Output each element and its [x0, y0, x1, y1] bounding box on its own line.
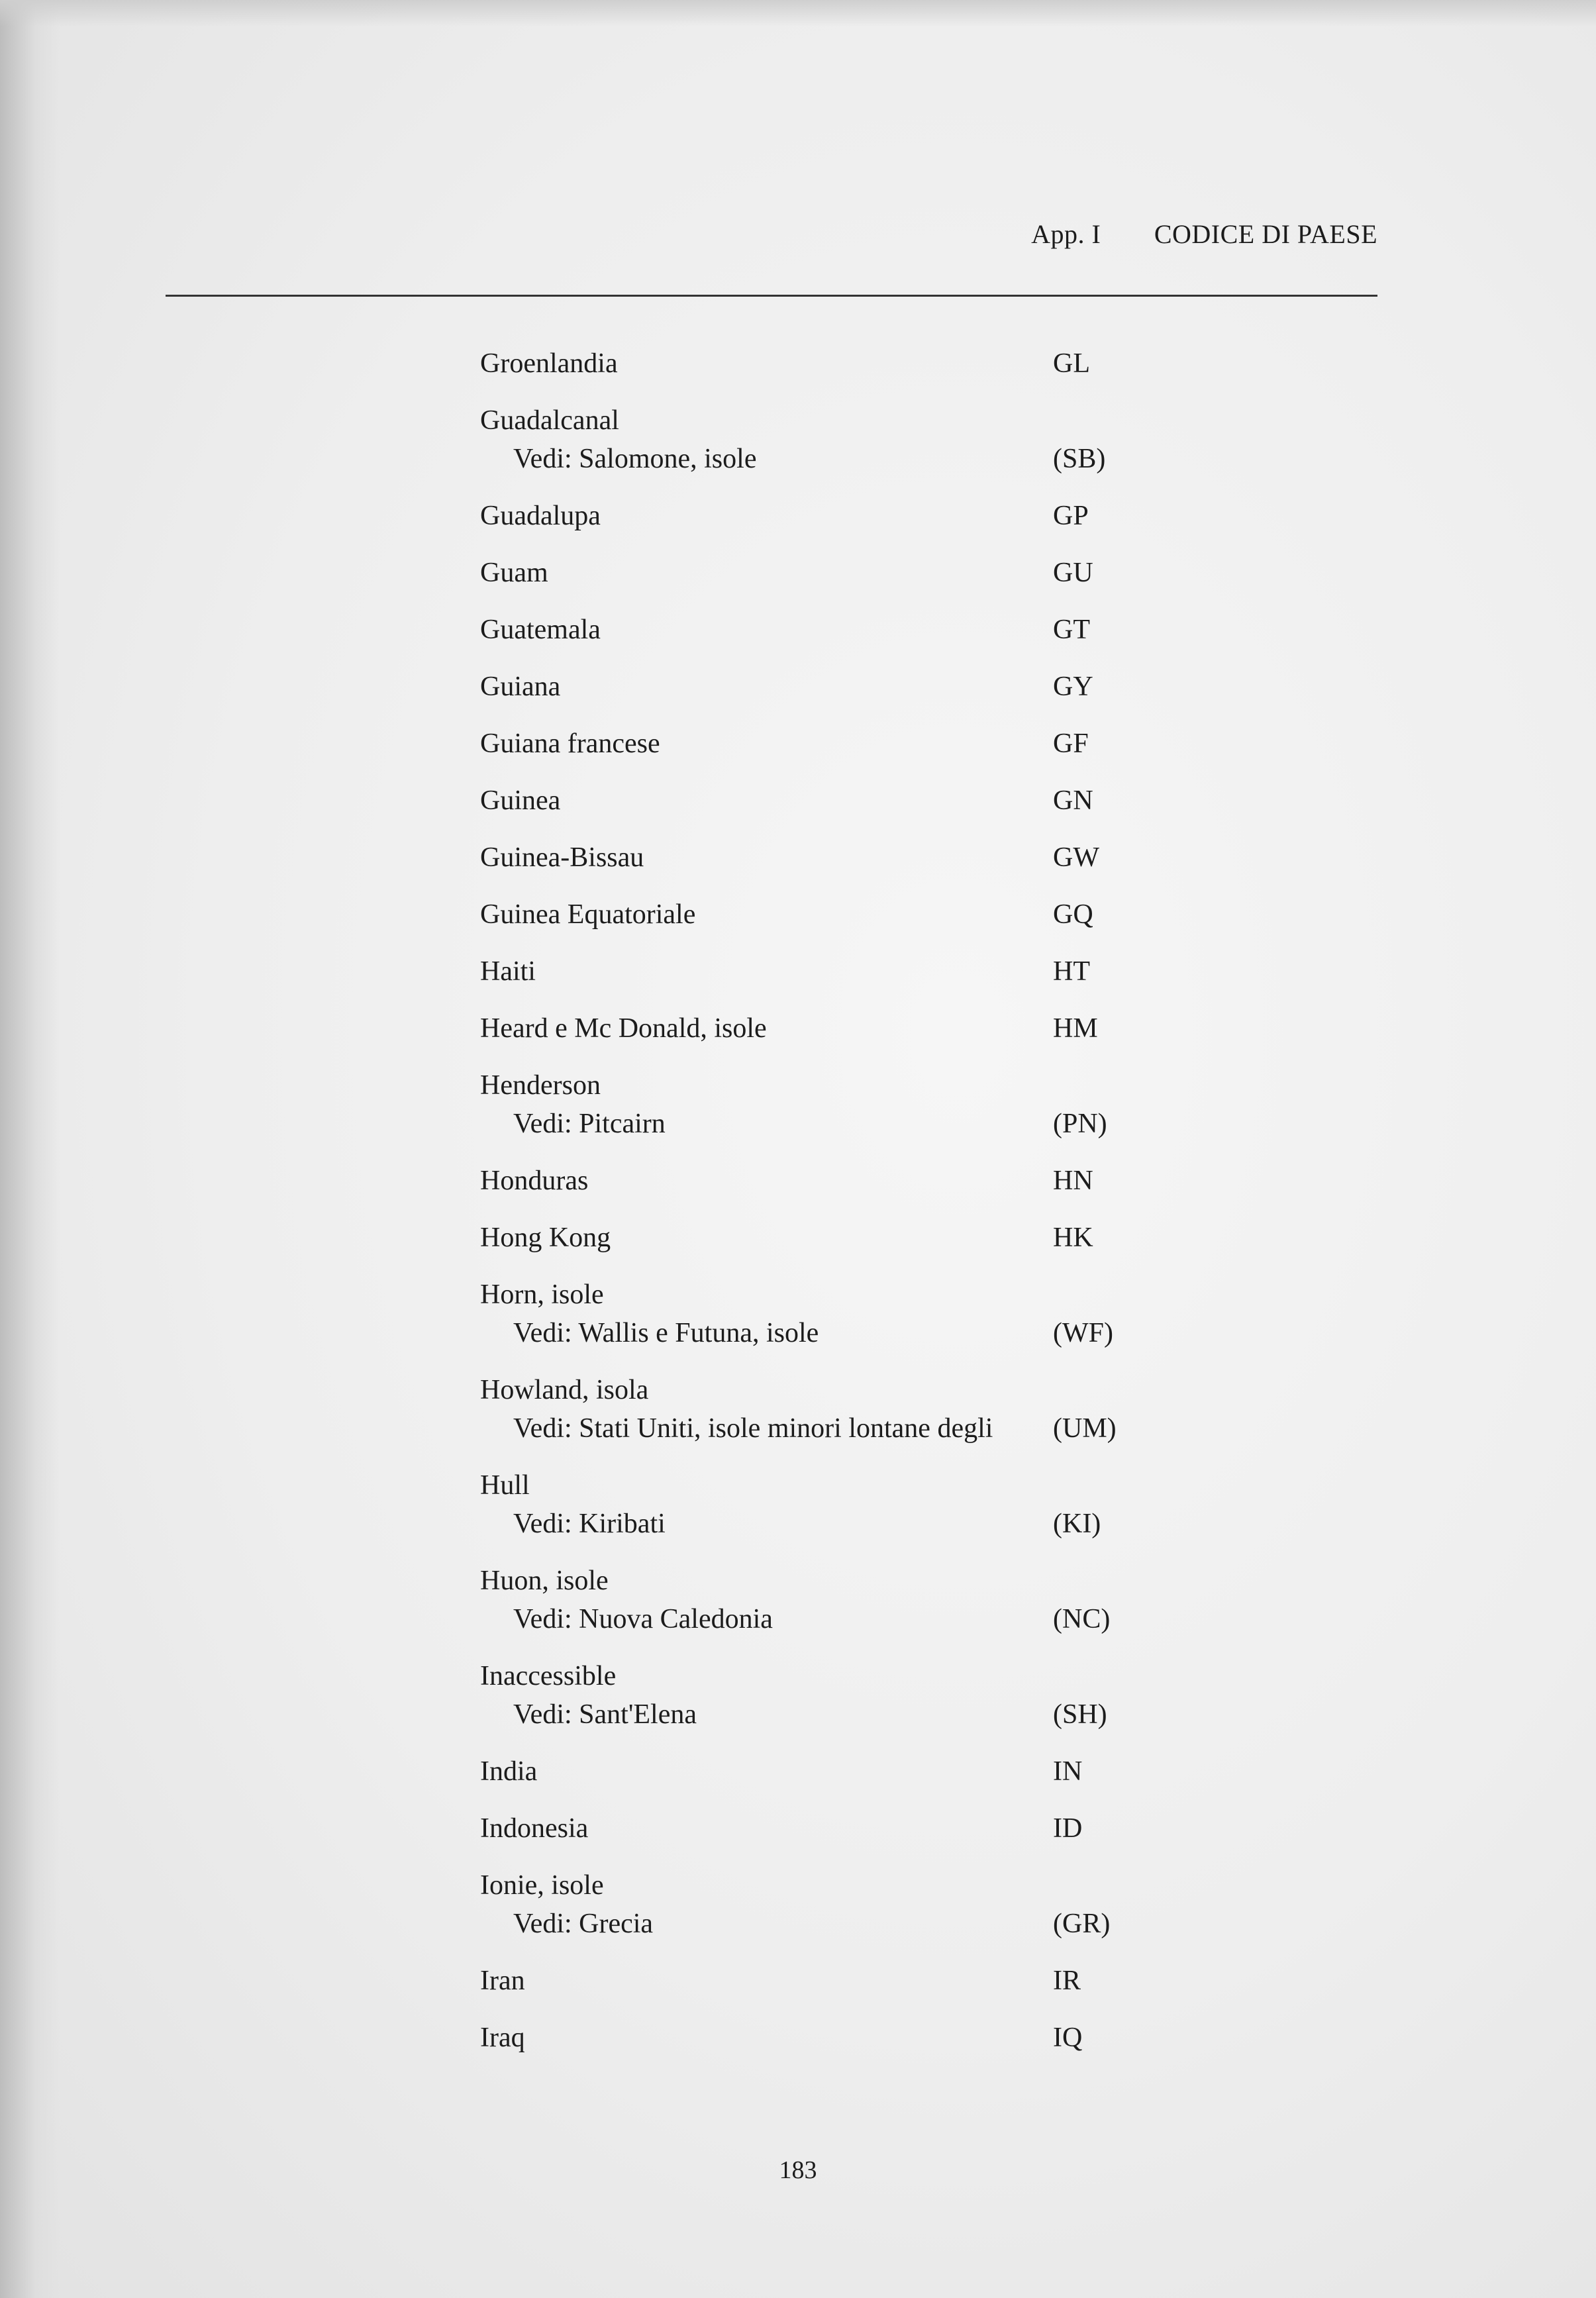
- entry-line: [480, 1162, 1142, 1200]
- country-code: GN: [1053, 785, 1093, 816]
- list-item: [480, 1009, 1142, 1048]
- country-code: GP: [1053, 501, 1089, 531]
- entry-line: [480, 1275, 1142, 1314]
- entry-line: [480, 838, 1142, 877]
- country-code: HT: [1053, 956, 1090, 987]
- entry-line: [480, 1219, 1142, 1257]
- country-name: Inaccessible: [480, 1661, 617, 1691]
- list-item: [480, 1962, 1142, 2000]
- country-code: ID: [1053, 1813, 1083, 1844]
- list-item: [480, 1066, 1142, 1143]
- see-reference-line: [480, 1905, 1142, 1943]
- country-name: Howland, isola: [480, 1375, 649, 1405]
- country-code: GY: [1053, 672, 1093, 702]
- list-item: [480, 497, 1142, 535]
- list-item: [480, 724, 1142, 763]
- country-name: Huon, isole: [480, 1566, 609, 1596]
- see-reference-line: [480, 1505, 1142, 1543]
- country-code: GW: [1053, 842, 1099, 873]
- entry-line: [480, 724, 1142, 763]
- country-code: (UM): [1053, 1413, 1117, 1444]
- country-code: (GR): [1053, 1909, 1111, 1939]
- country-name: Guinea-Bissau: [480, 842, 644, 873]
- entry-line: [480, 1866, 1142, 1905]
- list-item: [480, 344, 1142, 383]
- entry-line: [480, 497, 1142, 535]
- see-reference: Vedi: Nuova Caledonia: [513, 1604, 773, 1634]
- country-code: HK: [1053, 1223, 1093, 1253]
- header-title: CODICE DI PAESE: [1154, 219, 1377, 249]
- list-item: [480, 1371, 1142, 1448]
- entry-line: [480, 2019, 1142, 2057]
- entry-line: [480, 1466, 1142, 1505]
- country-code: (PN): [1053, 1109, 1107, 1139]
- country-code: GQ: [1053, 899, 1093, 930]
- see-reference-line: [480, 1105, 1142, 1143]
- entry-line: [480, 344, 1142, 383]
- country-name: Iran: [480, 1966, 525, 1996]
- country-code: GT: [1053, 615, 1090, 645]
- entry-line: [480, 554, 1142, 592]
- country-code: (SH): [1053, 1699, 1107, 1730]
- entry-line: [480, 1962, 1142, 2000]
- country-code: IQ: [1053, 2023, 1083, 2053]
- country-name: Hull: [480, 1470, 530, 1501]
- country-code: HN: [1053, 1166, 1093, 1196]
- binding-shadow: [0, 0, 60, 2298]
- country-code: (NC): [1053, 1604, 1111, 1634]
- country-name: Guinea Equatoriale: [480, 899, 696, 930]
- country-name: Heard e Mc Donald, isole: [480, 1013, 767, 1044]
- list-item: [480, 401, 1142, 478]
- see-reference: Vedi: Grecia: [513, 1909, 654, 1939]
- entry-line: [480, 895, 1142, 934]
- entry-line: [480, 1009, 1142, 1048]
- list-item: [480, 1809, 1142, 1848]
- list-item: [480, 1866, 1142, 1943]
- list-item: [480, 668, 1142, 706]
- entry-line: [480, 1809, 1142, 1848]
- running-header: [1031, 219, 1377, 250]
- country-name: India: [480, 1756, 538, 1787]
- country-name: Indonesia: [480, 1813, 589, 1844]
- entry-line: [480, 1562, 1142, 1600]
- list-item: [480, 1219, 1142, 1257]
- see-reference-line: [480, 1695, 1142, 1734]
- list-item: [480, 2019, 1142, 2057]
- country-code: (KI): [1053, 1509, 1101, 1539]
- entry-line: [480, 401, 1142, 440]
- list-item: [480, 1275, 1142, 1352]
- country-name: Hong Kong: [480, 1223, 611, 1253]
- see-reference-line: [480, 440, 1142, 478]
- country-name: Haiti: [480, 956, 536, 987]
- country-code: GF: [1053, 728, 1089, 759]
- entry-line: [480, 668, 1142, 706]
- list-item: [480, 611, 1142, 649]
- country-name: Guam: [480, 558, 548, 588]
- entry-line: [480, 611, 1142, 649]
- country-code: (SB): [1053, 444, 1106, 474]
- see-reference: Vedi: Pitcairn: [513, 1109, 666, 1139]
- country-name: Guinea: [480, 785, 561, 816]
- entry-line: [480, 1066, 1142, 1105]
- country-name: Guadalcanal: [480, 405, 619, 436]
- page-number: 183: [779, 2156, 817, 2184]
- see-reference-line: [480, 1600, 1142, 1638]
- header-section: App. I: [1031, 219, 1101, 249]
- country-code: GU: [1053, 558, 1093, 588]
- country-code: IR: [1053, 1966, 1081, 1996]
- country-name: Guiana francese: [480, 728, 660, 759]
- country-code: HM: [1053, 1013, 1098, 1044]
- see-reference: Vedi: Salomone, isole: [513, 444, 757, 474]
- country-name: Iraq: [480, 2023, 525, 2053]
- list-item: [480, 952, 1142, 991]
- country-name: Guadalupa: [480, 501, 601, 531]
- see-reference: Vedi: Stati Uniti, isole minori lontane degli: [513, 1413, 993, 1444]
- entry-line: [480, 1657, 1142, 1695]
- list-item: [480, 781, 1142, 820]
- list-item: [480, 1752, 1142, 1791]
- country-code: (WF): [1053, 1318, 1113, 1348]
- country-name: Guatemala: [480, 615, 601, 645]
- country-code-list: [480, 344, 1142, 2057]
- country-name: Horn, isole: [480, 1279, 604, 1310]
- see-reference: Vedi: Sant'Elena: [513, 1699, 697, 1730]
- see-reference-line: [480, 1314, 1142, 1352]
- see-reference: Vedi: Wallis e Futuna, isole: [513, 1318, 819, 1348]
- country-name: Ionie, isole: [480, 1870, 604, 1901]
- top-shadow: [0, 0, 1596, 26]
- country-code: IN: [1053, 1756, 1083, 1787]
- list-item: [480, 1562, 1142, 1638]
- entry-line: [480, 781, 1142, 820]
- list-item: [480, 838, 1142, 877]
- see-reference: Vedi: Kiribati: [513, 1509, 666, 1539]
- entry-line: [480, 1371, 1142, 1409]
- list-item: [480, 1657, 1142, 1734]
- country-name: Honduras: [480, 1166, 589, 1196]
- header-rule: [166, 295, 1377, 297]
- country-name: Henderson: [480, 1070, 601, 1101]
- list-item: [480, 554, 1142, 592]
- country-code: GL: [1053, 348, 1090, 379]
- list-item: [480, 895, 1142, 934]
- see-reference-line: [480, 1409, 1142, 1448]
- country-name: Guiana: [480, 672, 561, 702]
- country-name: Groenlandia: [480, 348, 618, 379]
- list-item: [480, 1162, 1142, 1200]
- list-item: [480, 1466, 1142, 1543]
- entry-line: [480, 1752, 1142, 1791]
- entry-line: [480, 952, 1142, 991]
